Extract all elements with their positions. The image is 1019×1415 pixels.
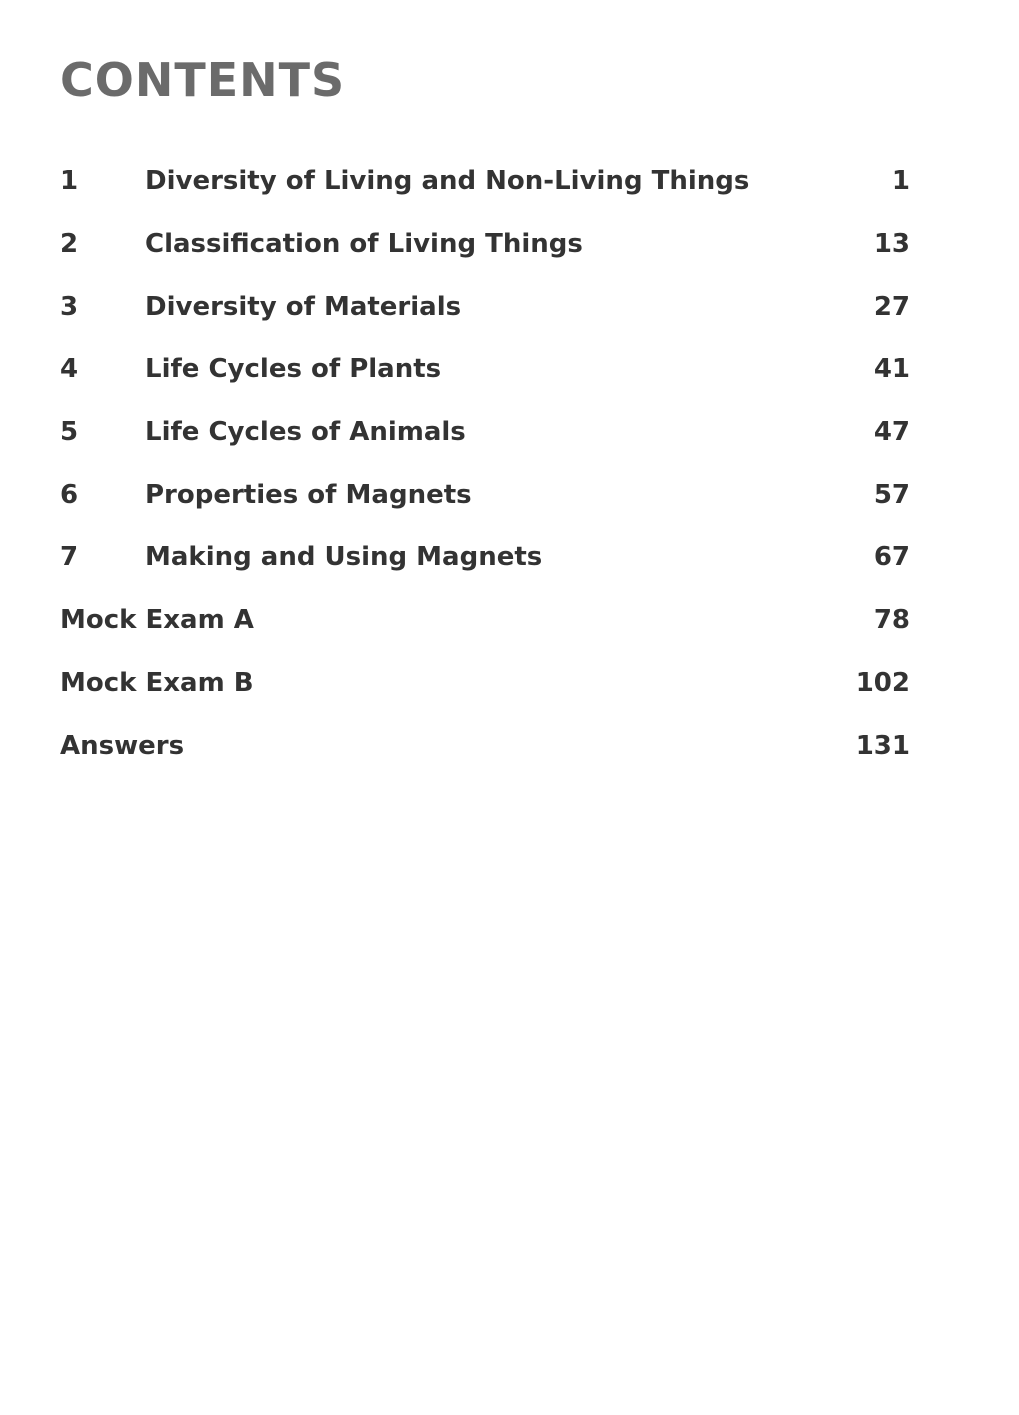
toc-entry[interactable] — [60, 714, 910, 777]
toc-entry-page: 13 — [873, 229, 910, 260]
toc-entry-page: 102 — [855, 667, 910, 698]
toc-entry[interactable] — [60, 589, 910, 652]
toc-entry-title: Answers — [60, 730, 185, 761]
toc-entry-number: 4 — [60, 354, 79, 385]
toc-entry-number: 3 — [60, 291, 79, 322]
toc-entry-number: 2 — [60, 229, 79, 260]
toc-entry-title: Life Cycles of Animals — [145, 417, 466, 448]
toc-entry-title: Life Cycles of Plants — [145, 354, 442, 385]
toc-entry[interactable] — [60, 338, 910, 401]
toc-entry-page: 47 — [873, 417, 910, 448]
toc-entry-title: Diversity of Materials — [145, 291, 462, 322]
toc-entry-title: Making and Using Magnets — [145, 542, 543, 573]
toc-entry-number: 1 — [60, 166, 79, 197]
toc-entry[interactable] — [60, 213, 910, 276]
toc-entry-title: Mock Exam A — [60, 605, 254, 636]
toc-entry[interactable] — [60, 526, 910, 589]
toc-entry-title: Properties of Magnets — [145, 479, 472, 510]
toc-entry[interactable] — [60, 275, 910, 338]
toc-entry-page: 1 — [891, 166, 910, 197]
toc-entry-page: 27 — [873, 291, 910, 322]
toc-entry[interactable] — [60, 401, 910, 464]
toc-entry-number: 6 — [60, 479, 79, 510]
table-of-contents — [60, 150, 910, 777]
toc-entry-page: 41 — [873, 354, 910, 385]
toc-entry-title: Diversity of Living and Non-Living Things — [145, 166, 750, 197]
page-title: CONTENTS — [60, 53, 346, 107]
toc-entry-title: Mock Exam B — [60, 667, 254, 698]
toc-entry[interactable] — [60, 150, 910, 213]
toc-entry-number: 5 — [60, 417, 79, 448]
toc-entry-page: 131 — [855, 730, 910, 761]
toc-entry-page: 57 — [873, 479, 910, 510]
toc-entry-number: 7 — [60, 542, 79, 573]
toc-entry-page: 78 — [873, 605, 910, 636]
toc-entry[interactable] — [60, 652, 910, 715]
toc-entry-page: 67 — [873, 542, 910, 573]
toc-entry-title: Classification of Living Things — [145, 229, 583, 260]
toc-entry[interactable] — [60, 463, 910, 526]
